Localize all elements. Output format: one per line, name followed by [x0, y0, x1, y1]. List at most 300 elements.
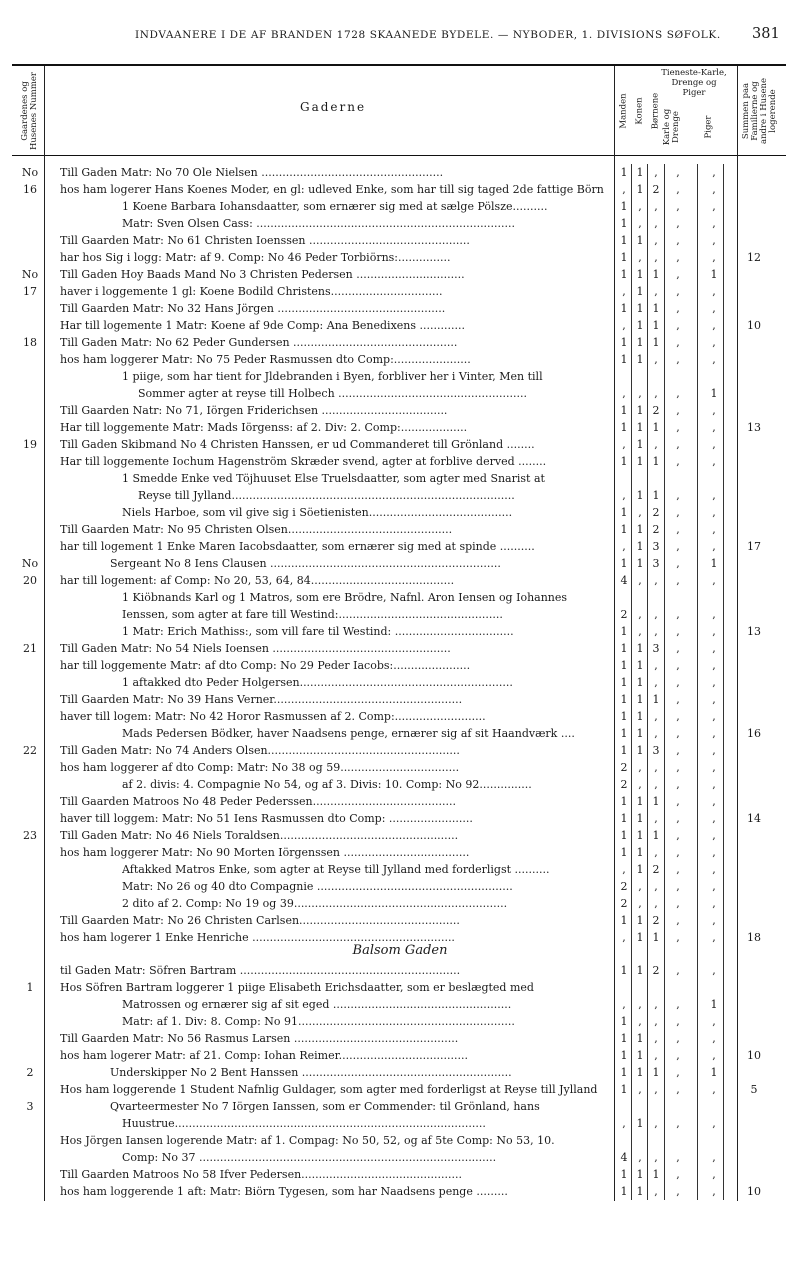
- count-m: 4: [620, 574, 628, 587]
- count-k: 1: [636, 744, 644, 757]
- count-p: ,: [676, 761, 680, 774]
- count-p: ,: [676, 166, 680, 179]
- count-b: 2: [652, 964, 660, 977]
- count-p: ,: [676, 931, 680, 944]
- count-p: ,: [676, 557, 680, 570]
- count-p: ,: [676, 421, 680, 434]
- count-k: 1: [636, 676, 644, 689]
- entry-text: hos ham loggerer Matr: No 90 Morten Iörgenssen ....................................: [60, 846, 470, 859]
- count-k: 1: [636, 404, 644, 417]
- entry-text: har till logement: af Comp: No 20, 53, 64, 84.........................................: [60, 574, 455, 587]
- house-number: 23: [23, 829, 37, 842]
- count-b: ,: [654, 608, 658, 621]
- count-k: 1: [636, 812, 644, 825]
- count-k: 1: [636, 319, 644, 332]
- count-b: ,: [654, 234, 658, 247]
- count-p: ,: [676, 523, 680, 536]
- row-total: 17: [747, 540, 761, 553]
- table-row: [0, 1166, 800, 1183]
- row-total: 13: [747, 421, 761, 434]
- column-header-girls: Piger: [703, 115, 714, 138]
- row-total: 10: [747, 1185, 761, 1198]
- count-k: 1: [636, 727, 644, 740]
- column-header-wives: Konen: [634, 97, 645, 125]
- house-number: 22: [23, 744, 37, 757]
- house-number: 2: [26, 1066, 34, 1079]
- count-b: ,: [654, 1151, 658, 1164]
- count-g: 1: [710, 1066, 718, 1079]
- entry-text: Comp: No 37 .....................................................................................: [122, 1151, 497, 1164]
- count-b: ,: [654, 880, 658, 893]
- count-p: ,: [676, 302, 680, 315]
- count-b: 1: [652, 795, 660, 808]
- entry-text: Sommer agter at reyse till Holbech ......................................................: [138, 387, 527, 400]
- count-g: ,: [712, 574, 716, 587]
- count-g: ,: [712, 438, 716, 451]
- count-b: 1: [652, 931, 660, 944]
- count-b: ,: [654, 1185, 658, 1198]
- table-row: [0, 1115, 800, 1132]
- count-b: 3: [652, 540, 660, 553]
- count-g: ,: [712, 200, 716, 213]
- entry-text: Till Gaarden Matr: No 26 Christen Carlsen..............................................: [60, 914, 460, 927]
- count-p: ,: [676, 1015, 680, 1028]
- count-b: ,: [654, 998, 658, 1011]
- count-g: ,: [712, 914, 716, 927]
- count-m: 1: [620, 846, 628, 859]
- count-k: ,: [638, 608, 642, 621]
- table-row: [0, 623, 800, 640]
- count-g: ,: [712, 676, 716, 689]
- count-k: ,: [638, 251, 642, 264]
- count-p: ,: [676, 1032, 680, 1045]
- count-g: 1: [710, 998, 718, 1011]
- table-row: [0, 674, 800, 691]
- entry-text: Har till loggemente Matr: Mads Iörgenss: af 2. Div: 2. Comp:...................: [60, 421, 468, 434]
- count-k: 1: [636, 1168, 644, 1181]
- entry-text: haver till logem: Matr: No 42 Horor Rasmussen af 2. Comp:..........................: [60, 710, 486, 723]
- count-m: 1: [620, 1066, 628, 1079]
- count-g: ,: [712, 1185, 716, 1198]
- entry-text: hos ham logerer 1 Enke Henriche ..........................................................: [60, 931, 455, 944]
- count-b: 1: [652, 421, 660, 434]
- count-b: ,: [654, 846, 658, 859]
- house-number: 1: [26, 981, 34, 994]
- column-header-boys: Karle og Drenge: [662, 108, 681, 145]
- count-m: ,: [622, 1117, 626, 1130]
- count-k: ,: [638, 217, 642, 230]
- count-b: 2: [652, 523, 660, 536]
- table-row: [0, 198, 800, 215]
- count-p: ,: [676, 812, 680, 825]
- count-b: ,: [654, 251, 658, 264]
- count-m: 1: [620, 251, 628, 264]
- count-g: ,: [712, 285, 716, 298]
- count-p: ,: [676, 625, 680, 638]
- count-b: ,: [654, 1032, 658, 1045]
- entry-text: af 2. divis: 4. Compagnie No 54, og af 3. Divis: 10. Comp: No 92...............: [122, 778, 532, 791]
- count-p: ,: [676, 863, 680, 876]
- count-m: 1: [620, 727, 628, 740]
- count-b: 1: [652, 693, 660, 706]
- count-p: ,: [676, 387, 680, 400]
- count-m: 1: [620, 744, 628, 757]
- count-k: 1: [636, 336, 644, 349]
- table-row: [0, 708, 800, 725]
- count-p: ,: [676, 880, 680, 893]
- count-b: 2: [652, 863, 660, 876]
- table-row: [0, 283, 800, 300]
- row-total: 16: [747, 727, 761, 740]
- count-k: ,: [638, 880, 642, 893]
- count-p: ,: [676, 336, 680, 349]
- section-heading: Balsom Gaden: [352, 943, 448, 958]
- count-p: ,: [676, 676, 680, 689]
- count-p: ,: [676, 251, 680, 264]
- count-k: 1: [636, 710, 644, 723]
- table-row: [0, 385, 800, 402]
- count-g: ,: [712, 234, 716, 247]
- table-row: [0, 1098, 800, 1115]
- count-p: ,: [676, 217, 680, 230]
- grid-girls: [723, 164, 724, 1200]
- table-row: [0, 402, 800, 419]
- entry-text: 1 Koene Barbara Iohansdaatter, som ernærer sig med at sælge Pölsze..........: [122, 200, 548, 213]
- house-number: No: [21, 557, 39, 570]
- table-row: [0, 470, 800, 487]
- count-k: ,: [638, 778, 642, 791]
- count-k: 1: [636, 523, 644, 536]
- count-p: ,: [676, 829, 680, 842]
- table-row: [0, 334, 800, 351]
- count-m: ,: [622, 998, 626, 1011]
- entry-text: 1 Kiöbnands Karl og 1 Matros, som ere Brödre, Nafnl. Aron Iensen og Iohannes: [122, 591, 568, 604]
- count-p: ,: [676, 183, 680, 196]
- table-row: [0, 164, 800, 181]
- count-m: ,: [622, 183, 626, 196]
- count-p: ,: [676, 897, 680, 910]
- table-row: [0, 249, 800, 266]
- table-row: [0, 232, 800, 249]
- table-row: [0, 759, 800, 776]
- entry-text: Till Gaarden Natr: No 71, Iörgen Friderichsen ....................................: [60, 404, 448, 417]
- count-m: 1: [620, 693, 628, 706]
- entry-text: Hos ham loggerende 1 Student Nafnlig Guldager, som agter med forderligst at Reyse till Jylland: [60, 1083, 598, 1096]
- count-k: 1: [636, 964, 644, 977]
- count-m: 1: [620, 642, 628, 655]
- count-b: ,: [654, 659, 658, 672]
- count-k: ,: [638, 761, 642, 774]
- entry-text: Ienssen, som agter at fare till Westind:...............................................: [122, 608, 503, 621]
- count-p: ,: [676, 744, 680, 757]
- entry-text: hos ham loggerer Matr: No 75 Peder Rasmussen dto Comp:......................: [60, 353, 471, 366]
- count-m: 1: [620, 1015, 628, 1028]
- count-b: ,: [654, 574, 658, 587]
- count-k: 1: [636, 829, 644, 842]
- entry-text: Till Gaarden Matr: No 61 Christen Ioenssen ..............................................: [60, 234, 470, 247]
- count-b: ,: [654, 676, 658, 689]
- page-number: 381: [752, 26, 780, 42]
- table-row: [0, 436, 800, 453]
- count-g: ,: [712, 489, 716, 502]
- count-m: 2: [620, 880, 628, 893]
- entry-text: Till Gaden Matr: No 54 Niels Ioensen ...................................................: [60, 642, 451, 655]
- entry-text: har till loggemente Matr: af dto Comp: No 29 Peder Iacobs:......................: [60, 659, 471, 672]
- table-row: [0, 1149, 800, 1166]
- count-m: 1: [620, 812, 628, 825]
- table-row: [0, 1132, 800, 1149]
- count-g: ,: [712, 761, 716, 774]
- count-p: ,: [676, 659, 680, 672]
- count-g: ,: [712, 659, 716, 672]
- entry-text: til Gaden Matr: Söfren Bartram ...............................................................: [60, 964, 461, 977]
- count-g: ,: [712, 693, 716, 706]
- entry-text: Till Gaden Matr: No 70 Ole Nielsen ....................................................: [60, 166, 444, 179]
- count-k: 1: [636, 540, 644, 553]
- house-number: 20: [23, 574, 37, 587]
- count-m: 1: [620, 795, 628, 808]
- count-k: 1: [636, 302, 644, 315]
- house-number: 21: [23, 642, 37, 655]
- row-total: 5: [750, 1083, 758, 1096]
- count-g: ,: [712, 540, 716, 553]
- entry-text: Till Gaarden Matroos No 48 Peder Pederssen.........................................: [60, 795, 456, 808]
- count-k: 1: [636, 285, 644, 298]
- count-p: ,: [676, 846, 680, 859]
- count-g: ,: [712, 1151, 716, 1164]
- count-g: ,: [712, 1117, 716, 1130]
- count-k: 1: [636, 234, 644, 247]
- count-k: 1: [636, 1117, 644, 1130]
- entry-text: Till Gaarden Matr: No 56 Rasmus Larsen ...............................................: [60, 1032, 459, 1045]
- count-m: 1: [620, 964, 628, 977]
- table-row: [0, 368, 800, 385]
- count-k: ,: [638, 1151, 642, 1164]
- count-b: ,: [654, 897, 658, 910]
- count-m: 4: [620, 1151, 628, 1164]
- count-p: ,: [676, 268, 680, 281]
- count-k: 1: [636, 863, 644, 876]
- table-row: [0, 742, 800, 759]
- count-p: ,: [676, 710, 680, 723]
- count-k: 1: [636, 421, 644, 434]
- count-g: ,: [712, 829, 716, 842]
- count-m: 1: [620, 710, 628, 723]
- count-k: 1: [636, 557, 644, 570]
- table-row: [0, 606, 800, 623]
- top-rule: [12, 64, 786, 66]
- count-g: ,: [712, 795, 716, 808]
- table-row: [0, 810, 800, 827]
- count-g: ,: [712, 421, 716, 434]
- count-m: 1: [620, 1185, 628, 1198]
- entry-text: Underskipper No 2 Bent Hanssen ............................................................: [110, 1066, 512, 1079]
- count-b: 1: [652, 1066, 660, 1079]
- table-row: [0, 1081, 800, 1098]
- count-k: 1: [636, 914, 644, 927]
- count-p: ,: [676, 574, 680, 587]
- count-g: ,: [712, 217, 716, 230]
- count-b: 2: [652, 404, 660, 417]
- count-k: 1: [636, 353, 644, 366]
- count-m: 2: [620, 761, 628, 774]
- count-m: 1: [620, 404, 628, 417]
- count-m: 1: [620, 302, 628, 315]
- count-m: ,: [622, 489, 626, 502]
- table-row: [0, 453, 800, 470]
- count-m: 2: [620, 608, 628, 621]
- count-m: 1: [620, 217, 628, 230]
- count-p: ,: [676, 1117, 680, 1130]
- count-g: ,: [712, 727, 716, 740]
- count-m: 1: [620, 1168, 628, 1181]
- count-g: 1: [710, 387, 718, 400]
- count-m: 1: [620, 1032, 628, 1045]
- count-b: 2: [652, 183, 660, 196]
- count-b: 1: [652, 455, 660, 468]
- count-p: ,: [676, 200, 680, 213]
- count-m: 1: [620, 268, 628, 281]
- grid-children: [664, 164, 665, 1200]
- count-m: 1: [620, 659, 628, 672]
- count-b: 2: [652, 506, 660, 519]
- count-g: ,: [712, 1049, 716, 1062]
- count-k: 1: [636, 659, 644, 672]
- count-k: ,: [638, 506, 642, 519]
- table-row: [0, 1047, 800, 1064]
- entry-text: hos ham loggerer af dto Comp: Matr: No 38 og 59..................................: [60, 761, 460, 774]
- table-row: [0, 962, 800, 979]
- count-m: ,: [622, 285, 626, 298]
- count-p: ,: [676, 506, 680, 519]
- count-g: ,: [712, 863, 716, 876]
- count-p: ,: [676, 1151, 680, 1164]
- count-b: ,: [654, 285, 658, 298]
- count-g: ,: [712, 1168, 716, 1181]
- row-total: 10: [747, 1049, 761, 1062]
- count-p: ,: [676, 608, 680, 621]
- count-k: 1: [636, 455, 644, 468]
- count-k: ,: [638, 998, 642, 1011]
- table-row: [0, 487, 800, 504]
- count-k: ,: [638, 897, 642, 910]
- entry-text: har hos Sig i logg: Matr: af 9. Comp: No 46 Peder Torbiörns:...............: [60, 251, 451, 264]
- count-g: ,: [712, 1015, 716, 1028]
- count-g: ,: [712, 880, 716, 893]
- count-m: 2: [620, 778, 628, 791]
- count-b: ,: [654, 200, 658, 213]
- house-number: 17: [23, 285, 37, 298]
- count-g: ,: [712, 166, 716, 179]
- table-row: [0, 589, 800, 606]
- house-number: No: [21, 268, 39, 281]
- entry-text: Matrossen og ernærer sig af sit eged ...................................................: [122, 998, 512, 1011]
- count-g: 1: [710, 557, 718, 570]
- entry-text: Till Gaden Matr: No 74 Anders Olsen.......................................................: [60, 744, 460, 757]
- count-k: 1: [636, 166, 644, 179]
- count-p: ,: [676, 693, 680, 706]
- entry-text: Niels Harboe, som vil give sig i Söetienisten.........................................: [122, 506, 513, 519]
- count-g: ,: [712, 931, 716, 944]
- count-k: 1: [636, 1049, 644, 1062]
- count-m: ,: [622, 540, 626, 553]
- count-b: 1: [652, 336, 660, 349]
- entry-text: Matr: No 26 og 40 dto Compagnie ........................................................: [122, 880, 513, 893]
- entry-text: Till Gaden Matr: No 62 Peder Gundersen ...............................................: [60, 336, 458, 349]
- count-k: 1: [636, 846, 644, 859]
- entry-text: 1 aftakked dto Peder Holgersen.............................................................: [122, 676, 513, 689]
- count-k: 1: [636, 268, 644, 281]
- count-b: 1: [652, 302, 660, 315]
- count-b: ,: [654, 387, 658, 400]
- count-b: ,: [654, 625, 658, 638]
- table-row: [0, 844, 800, 861]
- count-b: ,: [654, 1083, 658, 1096]
- count-p: ,: [676, 353, 680, 366]
- count-b: ,: [654, 166, 658, 179]
- count-g: ,: [712, 404, 716, 417]
- table-row: [0, 300, 800, 317]
- count-k: 1: [636, 1032, 644, 1045]
- count-p: ,: [676, 285, 680, 298]
- count-p: ,: [676, 1185, 680, 1198]
- count-k: ,: [638, 200, 642, 213]
- count-b: 3: [652, 557, 660, 570]
- count-b: ,: [654, 1117, 658, 1130]
- entry-text: Sergeant No 8 Iens Clausen ..................................................................: [110, 557, 501, 570]
- column-header-total: Summen paa Familierne og andre i Husene logerende: [741, 78, 778, 144]
- header-bottom-rule: [12, 155, 786, 156]
- grid-boys: [697, 164, 698, 1200]
- entry-text: haver i loggemente 1 gl: Koene Bodild Christens................................: [60, 285, 443, 298]
- count-g: ,: [712, 778, 716, 791]
- count-b: 1: [652, 319, 660, 332]
- count-b: 2: [652, 914, 660, 927]
- table-row: [0, 912, 800, 929]
- count-m: 2: [620, 897, 628, 910]
- table-row: [0, 215, 800, 232]
- house-number: 18: [23, 336, 37, 349]
- entry-text: Aftakked Matros Enke, som agter at Reyse till Jylland med forderligst ..........: [122, 863, 550, 876]
- count-p: ,: [676, 727, 680, 740]
- entry-text: Till Gaarden Matroos No 58 Ifver Pedersen..............................................: [60, 1168, 463, 1181]
- entry-text: 1 Matr: Erich Mathiss:, som vill fare til Westind: ..................................: [122, 625, 514, 638]
- count-p: ,: [676, 642, 680, 655]
- entry-text: har till logement 1 Enke Maren Iacobsdaatter, som ernærer sig med at spinde ..........: [60, 540, 535, 553]
- table-row: [0, 793, 800, 810]
- table-row: [0, 827, 800, 844]
- count-k: 1: [636, 489, 644, 502]
- count-k: 1: [636, 931, 644, 944]
- count-g: ,: [712, 336, 716, 349]
- count-k: 1: [636, 642, 644, 655]
- entry-text: Till Gaden Skibmand No 4 Christen Hanssen, er ud Commanderet till Grönland ........: [60, 438, 535, 451]
- count-m: 1: [620, 523, 628, 536]
- count-g: ,: [712, 183, 716, 196]
- count-g: ,: [712, 251, 716, 264]
- entry-text: 1 piige, som har tient for Jldebranden i Byen, forbliver her i Vinter, Men till: [122, 370, 543, 383]
- table-row: [0, 351, 800, 368]
- table-row: [0, 555, 800, 572]
- column-header-number: Gaardenes og Husenes Nummer: [20, 72, 39, 150]
- count-b: ,: [654, 778, 658, 791]
- running-title: INDVAANERE I DE AF BRANDEN 1728 SKAANEDE BYDELE. — NYBODER, 1. DIVISIONS SØFOLK.: [135, 29, 721, 41]
- count-m: 1: [620, 353, 628, 366]
- count-b: 1: [652, 268, 660, 281]
- entry-text: Huustrue.........................................................................................: [122, 1117, 486, 1130]
- house-number: 19: [23, 438, 37, 451]
- count-b: ,: [654, 710, 658, 723]
